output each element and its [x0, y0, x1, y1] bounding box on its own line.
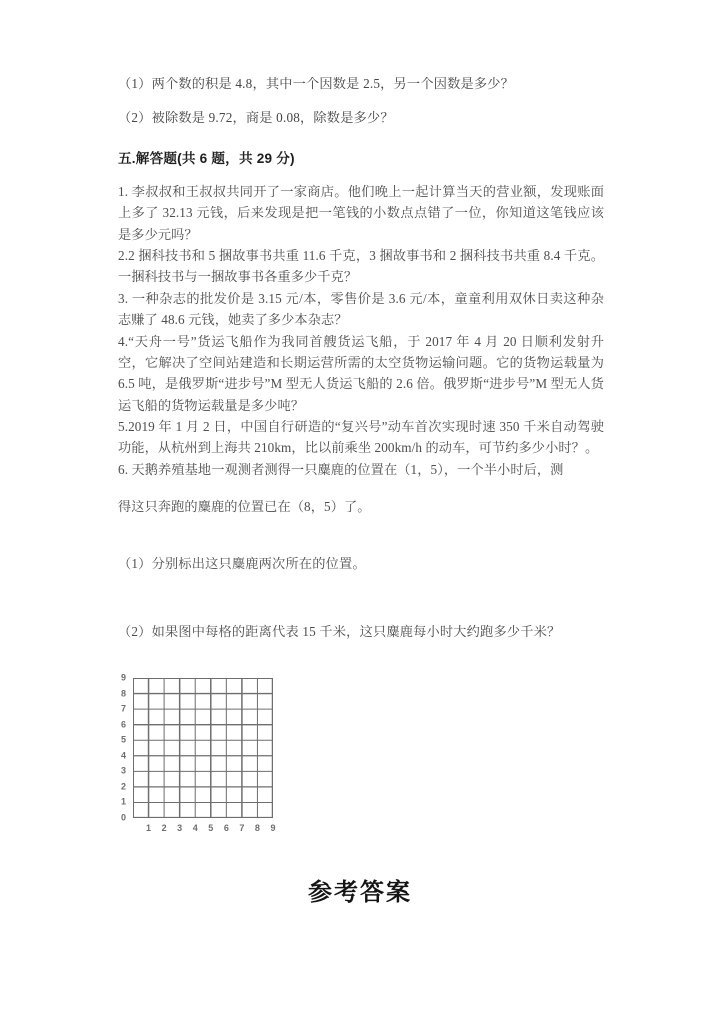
grid-y-label-6: 6 — [120, 719, 126, 730]
grid-x-label-3: 3 — [177, 823, 183, 833]
top-question-2: （2）被除数是 9.72，商是 0.08，除数是多少？ — [118, 110, 394, 126]
problem-1: 1. 李叔叔和王叔叔共同开了一家商店。他们晚上一起计算当天的营业额，发现账面上多了 32.13 元钱，后来发现是把一笔钱的小数点点错了一位，你知道这笔钱应该是多少元吗？ — [118, 183, 604, 242]
answer-section-title: 参考答案 — [308, 879, 412, 906]
problem-6-sub-question-2: （2）如果图中每格的距离代表 15 千米，这只麋鹿每小时大约跑多少千米？ — [118, 623, 561, 639]
grid-y-axis-labels — [110, 672, 126, 823]
problem-6-line-2: 得这只奔跑的麋鹿的位置已在（8，5）了。 — [118, 499, 371, 515]
grid-y-label-0: 0 — [120, 812, 126, 823]
grid-x-axis-labels — [133, 824, 278, 838]
grid-x-label-1: 1 — [146, 823, 152, 833]
top-question-1: （1）两个数的积是 4.8，其中一个因数是 2.5，另一个因数是多少？ — [118, 76, 515, 91]
grid-y-label-8: 8 — [120, 688, 126, 699]
grid-y-label-9: 9 — [120, 672, 126, 683]
section-heading: 五.解答题(共 6 题，共 29 分) — [118, 150, 295, 166]
grid-x-label-4: 4 — [192, 823, 198, 833]
grid-x-label-2: 2 — [161, 823, 167, 833]
grid-y-label-3: 3 — [120, 765, 126, 776]
grid-y-label-1: 1 — [120, 796, 126, 807]
grid-x-label-9: 9 — [270, 823, 276, 833]
grid-x-label-8: 8 — [254, 823, 260, 833]
grid-x-label-5: 5 — [208, 823, 214, 833]
problem-6-sub-question-1: （1）分别标出这只麋鹿两次所在的位置。 — [118, 555, 366, 571]
page-content — [118, 74, 604, 656]
grid-y-label-2: 2 — [120, 781, 126, 792]
grid-x-label-6: 6 — [223, 823, 229, 833]
grid-y-label-4: 4 — [120, 750, 126, 761]
problem-6-line-1: 6. 天鹅养殖基地一观测者测得一只麋鹿的位置在（1，5），一个半小时后，测 — [118, 461, 564, 477]
grid-x-label-7: 7 — [239, 823, 245, 833]
problem-4: 4.“天舟一号”货运飞船作为我同首艘货运飞船，于 2017 年 4 月 20 日顺利发射升空，它解决了空间站建造和长期运营所需的太空货物运输问题。它的货物运载量为 6.5 吨，是俄罗斯“进步号”M 型无人货运飞船的 2.6 倍。俄罗斯“进步号”M 型无人货运飞船的货物运载量是多少吨？ — [118, 333, 604, 413]
problem-6 — [118, 459, 604, 518]
grid-plot-area — [133, 678, 273, 818]
grid-y-label-5: 5 — [120, 734, 126, 745]
problem-5: 5.2019 年 1 月 2 日，中国自行研造的“复兴号”动车首次实现时速 350 千米自动驾驶功能，从杭州到上海共 210km，比以前乘坐 200km/h 的动车，可节约多少小时？。 — [118, 419, 604, 456]
coordinate-grid-figure — [110, 672, 290, 837]
grid-y-label-7: 7 — [120, 703, 126, 714]
grid-svg — [133, 678, 273, 818]
problem-2: 2.2 捆科技书和 5 捆故事书共重 11.6 千克，3 捆故事书和 2 捆科技书共重 8.4 千克。一捆科技书与一捆故事书各重多少千克？ — [118, 248, 604, 285]
problem-3: 3. 一种杂志的批发价是 3.15 元/本，零售价是 3.6 元/本，童童利用双休日卖这种杂志赚了 48.6 元钱，她卖了多少本杂志？ — [118, 290, 604, 328]
